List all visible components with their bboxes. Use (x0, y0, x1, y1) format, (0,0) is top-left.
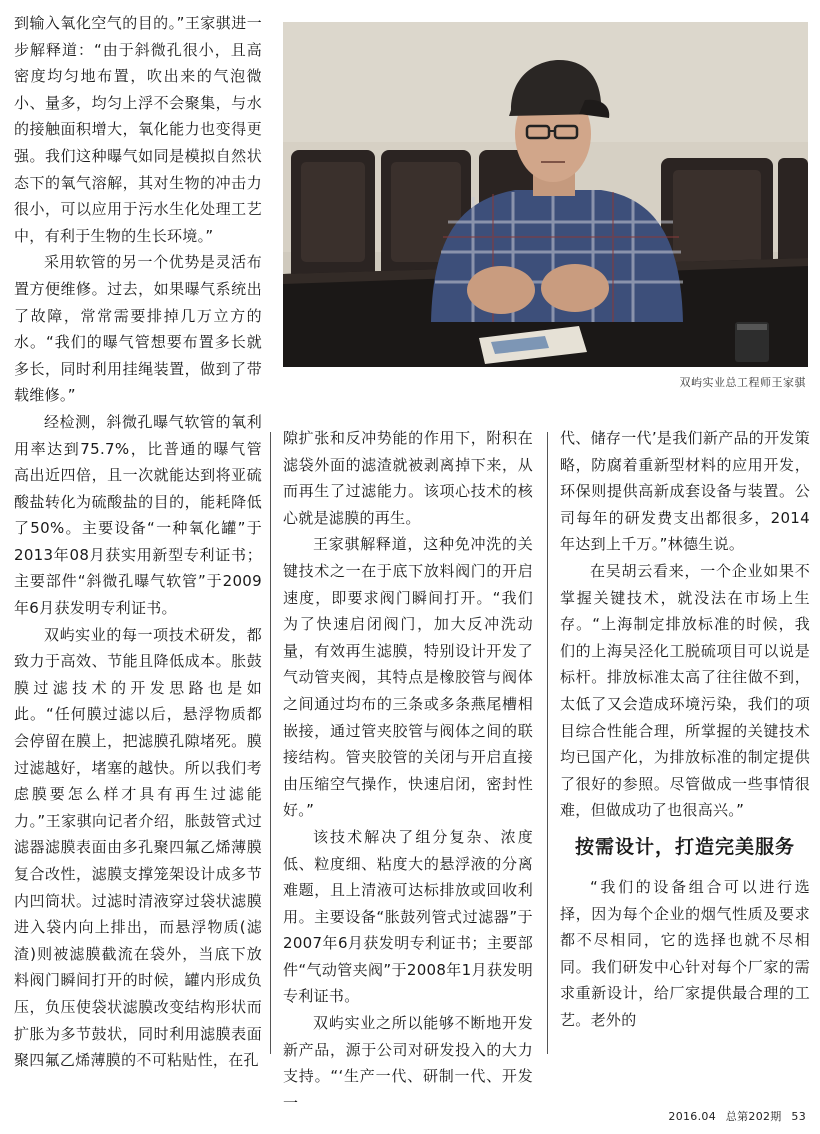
column2-paragraph-2: 王家骐解释道，这种免冲洗的关键技术之一在于底下放料阀门的开启速度，即要求阀门瞬间打开。“我们为了快速启闭阀门，加大反冲洗动量，有效再生滤膜，特别设计开发了气动管夹阀，其特点是橡胶管与阀体之间通过均布的三条或多条燕尾槽相嵌接，通过管夹胶管与阀体之间的联接结构。管夹胶管的关闭与开启直接由压缩空气操作，快速启闭，密封性好。” (283, 535, 533, 820)
engineer-portrait-illustration (283, 22, 808, 367)
article-column-2 (283, 425, 533, 1116)
column3-paragraph-3: “我们的设备组合可以进行选择，因为每个企业的烟气性质及要求都不尽相同，它的选择也就不尽相同。我们研发中心针对每个厂家的需求重新设计，给厂家提供最合理的工艺。老外的 (560, 877, 810, 1029)
photo-caption: 双屿实业总工程师王家骐 (679, 376, 806, 389)
issue-date: 2016.04 (668, 1110, 716, 1123)
column3-paragraph-2: 在吴胡云看来，一个企业如果不掌握关键技术，就没法在市场上生存。“上海制定排放标准的时候，我们的上海吴泾化工脱硫项目可以说是标杆。排放标准太高了往往做不到，太低了又会造成环境污染，我们的项目综合性能合理，所掌握的关键技术均已国产化，为排放标准的制定提供了很好的参照。尽管做成一些事情很难，但做成功了也很高兴。” (560, 561, 810, 820)
column1-paragraph-4: 双屿实业的每一项技术研发，都致力于高效、节能且降低成本。胀鼓膜过滤技术的开发思路也是如此。“任何膜过滤以后，悬浮物质都会停留在膜上，把滤膜孔隙堵死。膜过滤越好，堵塞的越快。所以我们考虑膜要怎么样才具有再生过滤能力。”王家骐向记者介绍，胀鼓管式过滤器滤膜表面由多孔聚四氟乙烯薄膜复合改性，滤膜支撑笼架设计成多节内凹筒状。过滤时清液穿过袋状滤膜进入袋内向上排出，而悬浮物质(滤渣)则被滤膜截流在袋外，当底下放料阀门瞬间打开的时候，罐内形成负压，负压使袋状滤膜改变结构形状而扩胀为多节鼓状，同时利用滤膜表面聚四氟乙烯薄膜的不可粘贴性，在孔 (14, 625, 262, 1070)
column1-paragraph-2: 采用软管的另一个优势是灵活布置方便维修。过去，如果曝气系统出了故障，常常需要排掉几万立方的水。“我们的曝气管想要布置多长就多长，同时利用挂绳装置，做到了带载维修。” (14, 253, 262, 405)
column2-paragraph-3: 该技术解决了组分复杂、浓度低、粒度细、粘度大的悬浮液的分离难题，且上清液可达标排放或回收利用。主要设备“胀鼓列管式过滤器”于2007年6月获发明专利证书；主要部件“气动管夹阀”于2008年1月获发明专利证书。 (283, 827, 533, 1006)
column2-paragraph-4: 双屿实业之所以能够不断地开发新产品，源于公司对研发投入的大力支持。“‘生产一代、研制一代、开发一 (283, 1014, 533, 1112)
article-column-1 (14, 10, 262, 1074)
column1-paragraph-3: 经检测，斜微孔曝气软管的氧利用率达到75.7%，比普通的曝气管高出近四倍，且一次就能达到将亚硫酸盐转化为硫酸盐的目的，能耗降低了50%。主要设备“一种氧化罐”于2013年08月获实用新型专利证书；主要部件“斜微孔曝气软管”于2009年6月获发明专利证书。 (14, 412, 262, 618)
section-heading: 按需设计，打造完美服务 (574, 835, 795, 858)
column-divider-2 (547, 432, 548, 1054)
column3-paragraph-1: 代、储存一代’是我们新产品的开发策略，防腐着重新型材料的应用开发，环保则提供高新成套设备与装置。公司每年的研发费支出都很多，2014年达到上千万。”林德生说。 (560, 429, 810, 554)
issue-number: 总第202期 (725, 1110, 782, 1123)
column1-paragraph-1: 到输入氧化空气的目的。”王家骐进一步解释道：“由于斜微孔很小，且高密度均匀地布置，吹出来的气泡微小、量多，均匀上浮不会聚集，与水的接触面积增大，氧化能力也变得更强。我们这种曝气如同是模拟自然状态下的氧气溶解，其对生物的冲击力很小，可以应用于污水生化处理工艺中，有利于生物的生长环境。” (14, 14, 262, 245)
column-divider-1 (270, 432, 271, 1054)
page-footer (662, 1108, 806, 1124)
article-column-3 (560, 425, 810, 1033)
column2-paragraph-1: 隙扩张和反冲势能的作用下，附积在滤袋外面的滤渣就被剥离掉下来，从而再生了过滤能力。该项心技术的核心就是滤膜的再生。 (283, 429, 533, 527)
page-number: 53 (791, 1110, 806, 1123)
engineer-photo (283, 22, 808, 367)
